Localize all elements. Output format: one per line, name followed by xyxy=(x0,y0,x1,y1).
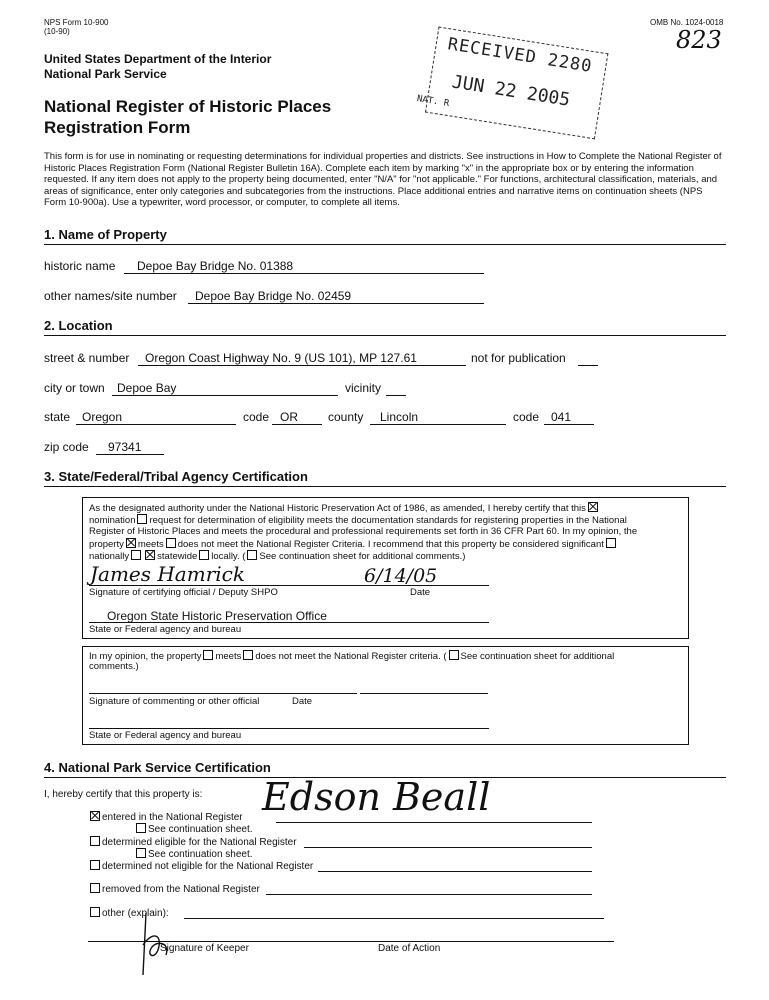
nationally-checkbox[interactable] xyxy=(131,550,141,560)
stamp-date: JUN 22 2005 xyxy=(450,71,572,111)
nomination-label: nomination xyxy=(89,515,136,526)
received-stamp xyxy=(416,27,617,149)
section2-heading: 2. Location xyxy=(44,318,113,333)
other-label: other (explain): xyxy=(102,908,169,919)
certifying-signature: James Hamrick xyxy=(90,562,245,586)
opinion-meets-checkbox[interactable] xyxy=(203,650,213,660)
section1-heading: 1. Name of Property xyxy=(44,227,167,242)
significant-checkbox[interactable] xyxy=(606,538,616,548)
removed-checkbox[interactable] xyxy=(90,883,100,893)
signature-label: Signature of certifying official / Deputy SHPO xyxy=(89,587,278,598)
commenting-signature-line xyxy=(89,693,357,694)
state-code-label: code xyxy=(243,410,270,424)
cert-line1-text: As the designated authority under the National Historic Preservation Act of 1986, as amended, I hereby certify that this xyxy=(89,503,586,514)
historic-name-value: Depoe Bay Bridge No. 01388 xyxy=(137,259,294,273)
opinion-meets-label: meets xyxy=(215,651,242,662)
keeper-label: Signature of Keeper xyxy=(160,943,249,954)
historic-name-label: historic name xyxy=(44,259,116,273)
agency-value: Oregon State Historic Preservation Office xyxy=(107,609,327,623)
keeper-initials-scribble xyxy=(128,905,183,980)
commenting-date-line xyxy=(360,693,488,694)
det-not-eligible-line xyxy=(318,871,592,872)
other-line xyxy=(184,918,604,919)
state-code-line xyxy=(272,424,322,425)
state-label: state xyxy=(44,410,71,424)
vicinity-line xyxy=(386,395,406,396)
certify-text: I, hereby certify that this property is: xyxy=(44,789,203,800)
county-line xyxy=(370,424,506,425)
state-code-value: OR xyxy=(280,410,298,424)
omb-number: OMB No. 1024-0018 xyxy=(650,18,724,27)
det-eligible-line xyxy=(304,847,592,848)
det-eligible-checkbox[interactable] xyxy=(90,836,100,846)
street-value: Oregon Coast Highway No. 9 (US 101), MP 127.61 xyxy=(145,351,417,365)
meets-label: meets xyxy=(137,539,164,550)
nomination-top-checkbox[interactable] xyxy=(588,502,598,512)
see-cont2-checkbox[interactable] xyxy=(136,848,146,858)
commenting-date-label: Date xyxy=(292,696,313,707)
instructions: This form is for use in nominating or requesting determinations for individual properties and districts. See instructions in How to Complete the National Register of Historic Places Registration Form (National Register Bulletin 16A). Complete each item by marking "x" in the appropriate box or by entering the information requested. If any item does not apply to the property being documented, enter "N/A" for "not applicable." For functions, architectural classification, materials, and areas of significance, enter only categories and subcategories from the instructions. Place additional entries and narrative items on continuation sheets (NPS Form 10-900a). Use a typewriter, word processor, or computer, to complete all items. xyxy=(44,151,722,208)
section2-rule xyxy=(44,335,726,336)
section3-rule xyxy=(44,486,726,487)
city-line xyxy=(112,395,338,396)
det-not-eligible-checkbox[interactable] xyxy=(90,860,100,870)
section4-heading: 4. National Park Service Certification xyxy=(44,760,271,775)
signature-line xyxy=(89,585,489,586)
stamp-org: NAT. R xyxy=(416,94,450,110)
nationally-label: nationally xyxy=(89,551,130,562)
continuation-checkbox[interactable] xyxy=(247,550,257,560)
service: National Park Service xyxy=(44,67,167,81)
statewide-label: statewide xyxy=(157,551,198,562)
certifying-date: 6/14/05 xyxy=(364,565,438,587)
opinion-line1 xyxy=(89,650,614,663)
see-cont1-checkbox[interactable] xyxy=(136,823,146,833)
section1-rule xyxy=(44,244,726,245)
street-label: street & number xyxy=(44,351,130,365)
date-label: Date xyxy=(410,587,431,598)
opinion-text: In my opinion, the property xyxy=(89,651,202,662)
cert-line3: Register of Historic Places and meets the procedural and professional requirements set forth in 36 CFR Part 60. In my opinion, the xyxy=(89,526,638,537)
see-cont1-label: See continuation sheet. xyxy=(148,824,253,835)
city-value: Depoe Bay xyxy=(117,381,177,395)
property-label: property xyxy=(89,539,124,550)
removed-label: removed from the National Register xyxy=(102,884,260,895)
stamp-received: RECEIVED 2280 xyxy=(446,34,594,77)
not-for-publication-line xyxy=(578,365,598,366)
section3-heading: 3. State/Federal/Tribal Agency Certification xyxy=(44,469,308,484)
opinion-continuation-label: See continuation sheet for additional xyxy=(460,651,615,662)
continuation-label: See continuation sheet for additional comments.) xyxy=(259,551,466,562)
request-checkbox[interactable] xyxy=(137,514,147,524)
page-subtitle: Registration Form xyxy=(44,118,191,137)
handwritten-number: 823 xyxy=(676,26,722,54)
see-cont1-row xyxy=(134,823,253,835)
other-checkbox[interactable] xyxy=(90,907,100,917)
keeper-handwritten-signature: Edson Beall xyxy=(262,775,491,819)
zip-line xyxy=(96,454,164,455)
det-not-eligible-row xyxy=(88,860,313,872)
form-date: (10-90) xyxy=(44,27,70,36)
county-code-value: 041 xyxy=(551,410,572,424)
cert-line4-text: does not meet the National Register Criteria. I recommend that this property be considered significant xyxy=(177,539,604,550)
street-line xyxy=(138,365,466,366)
entered-label: entered in the National Register xyxy=(102,812,243,823)
historic-name-line xyxy=(124,273,484,274)
county-code-label: code xyxy=(513,410,540,424)
removed-line xyxy=(266,894,592,895)
removed-row xyxy=(88,883,260,895)
agency-label-2: State or Federal agency and bureau xyxy=(89,730,242,741)
locally-label: locally. ( xyxy=(211,551,246,562)
cert-line2 xyxy=(89,514,627,527)
not-for-publication-label: not for publication xyxy=(471,351,566,365)
entered-row xyxy=(88,811,243,823)
page-title: National Register of Historic Places xyxy=(44,97,332,116)
cert-line5 xyxy=(89,550,465,563)
opinion-continuation-checkbox[interactable] xyxy=(449,650,459,660)
det-eligible-row xyxy=(88,836,297,848)
see-cont2-row xyxy=(134,848,253,860)
date-of-action-label: Date of Action xyxy=(378,943,441,954)
det-not-eligible-label: determined not eligible for the National Register xyxy=(102,861,314,872)
cert-line4 xyxy=(89,538,618,551)
locally-checkbox[interactable] xyxy=(199,550,209,560)
does-not-meet-checkbox[interactable] xyxy=(166,538,176,548)
state-value: Oregon xyxy=(82,410,123,424)
meets-checkbox[interactable] xyxy=(126,538,136,548)
opinion-does-not-meet-checkbox[interactable] xyxy=(243,650,253,660)
det-eligible-label: determined eligible for the National Register xyxy=(102,837,297,848)
other-names-label: other names/site number xyxy=(44,289,177,303)
cert-line1 xyxy=(89,502,600,515)
entered-line xyxy=(276,822,592,823)
agency-line xyxy=(89,622,489,623)
form-number: NPS Form 10-900 xyxy=(44,18,109,27)
vicinity-label: vicinity xyxy=(345,381,382,395)
department: United States Department of the Interior xyxy=(44,52,272,66)
zip-label: zip code xyxy=(44,440,89,454)
county-code-line xyxy=(544,424,594,425)
opinion-does-not-meet-label: does not meet the National Register criteria. ( xyxy=(255,651,447,662)
city-label: city or town xyxy=(44,381,105,395)
see-cont2-label: See continuation sheet. xyxy=(148,849,253,860)
commenting-label: Signature of commenting or other official xyxy=(89,696,260,707)
county-value: Lincoln xyxy=(380,410,419,424)
agency-line-2 xyxy=(89,728,489,729)
statewide-checkbox[interactable] xyxy=(145,550,155,560)
state-line xyxy=(76,424,236,425)
zip-value: 97341 xyxy=(108,440,142,454)
cert-line2-text: request for determination of eligibility meets the documentation standards for registering properties in the National xyxy=(149,515,627,526)
entered-checkbox[interactable] xyxy=(90,811,100,821)
other-names-line xyxy=(188,303,484,304)
other-names-value: Depoe Bay Bridge No. 02459 xyxy=(195,289,352,303)
opinion-line2: comments.) xyxy=(89,661,139,672)
county-label: county xyxy=(328,410,364,424)
agency-label: State or Federal agency and bureau xyxy=(89,624,242,635)
